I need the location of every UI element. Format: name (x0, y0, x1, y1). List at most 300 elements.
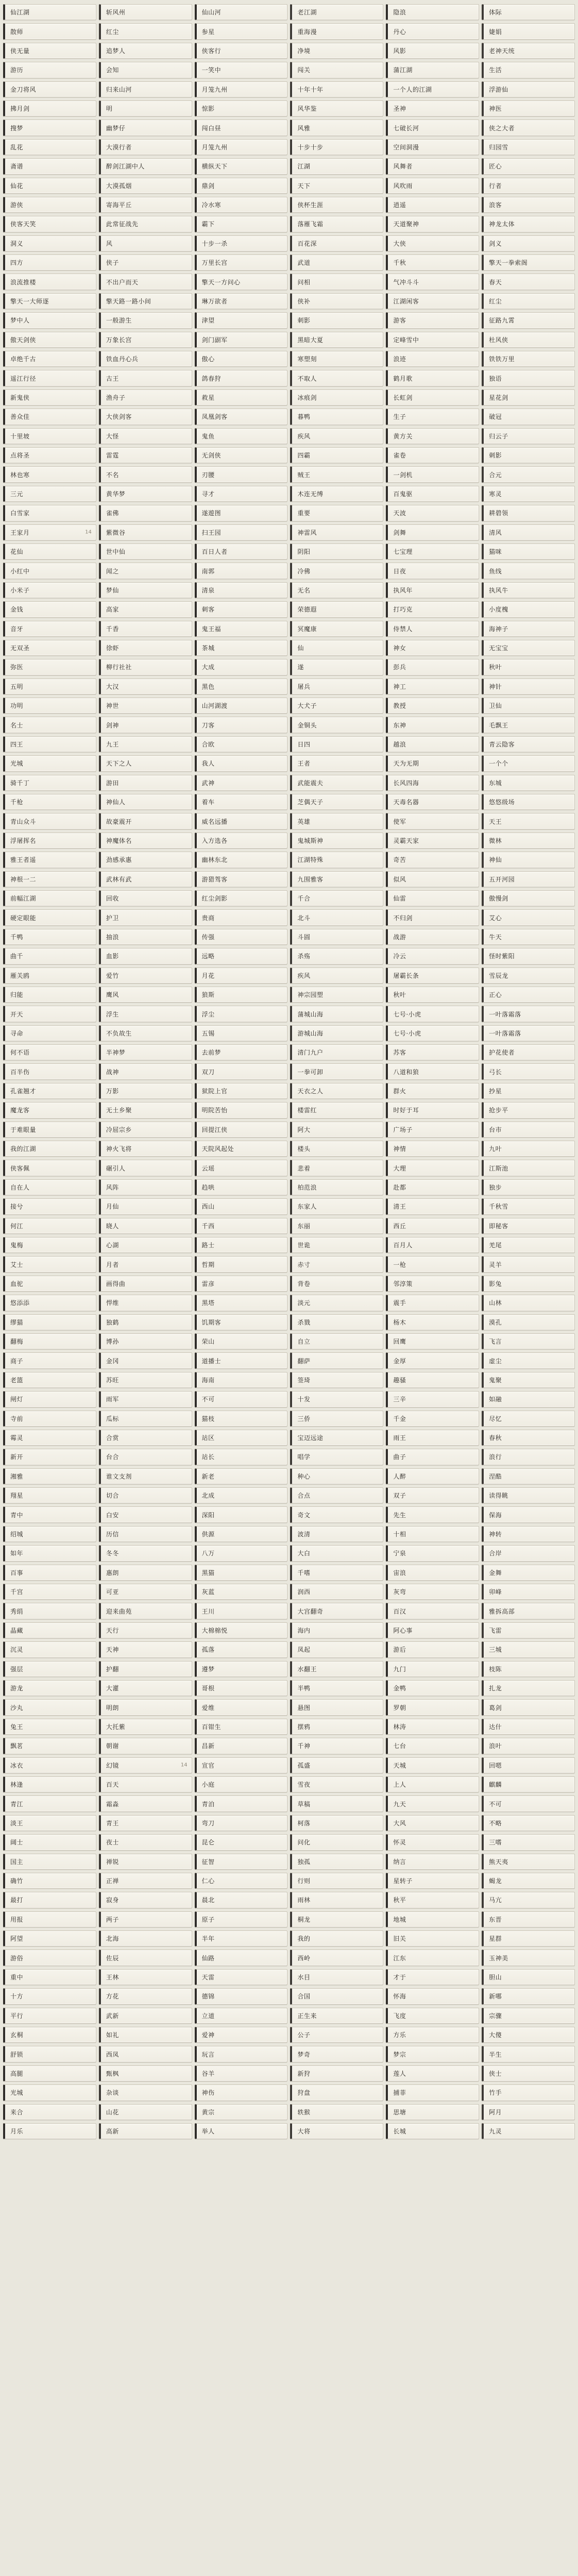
name-button[interactable] (386, 987, 479, 1003)
name-button[interactable] (195, 1160, 288, 1176)
name-button[interactable] (99, 621, 192, 637)
name-button[interactable] (386, 447, 479, 463)
name-button[interactable] (290, 582, 383, 598)
name-button[interactable] (195, 2046, 288, 2062)
name-button[interactable] (195, 466, 288, 482)
name-button[interactable] (99, 1063, 192, 1079)
name-button[interactable] (195, 1795, 288, 1811)
name-button[interactable] (3, 929, 96, 945)
name-button[interactable] (3, 428, 96, 444)
name-button[interactable] (290, 100, 383, 116)
name-button[interactable] (386, 197, 479, 213)
name-button[interactable] (99, 640, 192, 656)
name-button[interactable] (99, 1526, 192, 1542)
name-button[interactable] (3, 1160, 96, 1176)
name-button[interactable] (482, 389, 575, 405)
name-button[interactable] (386, 1834, 479, 1850)
name-button[interactable] (99, 1372, 192, 1388)
name-button[interactable] (99, 582, 192, 598)
name-button[interactable] (195, 679, 288, 694)
name-button[interactable] (195, 1526, 288, 1542)
name-button[interactable] (386, 1873, 479, 1889)
name-button[interactable] (290, 1468, 383, 1484)
name-button[interactable] (3, 4, 96, 20)
name-button[interactable] (290, 544, 383, 560)
name-button[interactable] (290, 1584, 383, 1600)
name-button[interactable] (99, 775, 192, 791)
name-button[interactable] (386, 235, 479, 251)
name-button[interactable] (99, 1044, 192, 1060)
name-button[interactable] (386, 1141, 479, 1157)
name-button[interactable] (482, 968, 575, 984)
name-button[interactable] (290, 1198, 383, 1214)
name-button[interactable] (3, 1776, 96, 1792)
name-button[interactable] (290, 293, 383, 309)
name-button[interactable] (290, 1854, 383, 1870)
name-button[interactable] (290, 1719, 383, 1735)
name-button[interactable] (386, 100, 479, 116)
name-button[interactable] (3, 736, 96, 752)
name-button[interactable] (195, 370, 288, 386)
name-button[interactable] (386, 1430, 479, 1446)
name-button[interactable] (99, 1757, 192, 1773)
name-button[interactable] (3, 1873, 96, 1889)
name-button[interactable] (3, 1487, 96, 1503)
name-button[interactable] (99, 1295, 192, 1311)
name-button[interactable] (482, 43, 575, 59)
name-button[interactable] (195, 1661, 288, 1677)
name-button[interactable] (290, 274, 383, 290)
name-button[interactable] (99, 1988, 192, 2004)
name-button[interactable] (482, 736, 575, 752)
name-button[interactable] (99, 255, 192, 270)
name-button[interactable] (290, 158, 383, 174)
name-button[interactable] (195, 158, 288, 174)
name-button[interactable] (195, 871, 288, 887)
name-button[interactable] (3, 81, 96, 97)
name-button[interactable] (195, 1738, 288, 1754)
name-button[interactable] (99, 948, 192, 964)
name-button[interactable] (99, 544, 192, 560)
name-button[interactable] (482, 524, 575, 540)
name-button[interactable] (99, 2008, 192, 2024)
name-button[interactable] (290, 871, 383, 887)
name-button[interactable] (3, 2104, 96, 2120)
name-button[interactable] (3, 1950, 96, 1965)
name-button[interactable] (290, 987, 383, 1003)
name-button[interactable] (482, 2104, 575, 2120)
name-button[interactable] (195, 1276, 288, 1292)
name-button[interactable] (195, 1950, 288, 1965)
name-button[interactable] (99, 1603, 192, 1619)
name-button[interactable] (386, 871, 479, 887)
name-button[interactable] (290, 428, 383, 444)
name-button[interactable] (482, 1372, 575, 1388)
name-button[interactable] (482, 1237, 575, 1253)
name-button[interactable] (290, 1063, 383, 1079)
name-button[interactable] (3, 1198, 96, 1214)
name-button[interactable] (482, 120, 575, 135)
name-button[interactable] (482, 466, 575, 482)
name-button[interactable] (482, 1565, 575, 1581)
name-button[interactable] (195, 948, 288, 964)
name-button[interactable] (195, 351, 288, 367)
name-button[interactable] (290, 909, 383, 925)
name-button[interactable] (3, 1352, 96, 1368)
name-button[interactable] (3, 1815, 96, 1831)
name-button[interactable] (99, 332, 192, 348)
name-button[interactable] (482, 1141, 575, 1157)
name-button[interactable] (386, 1641, 479, 1657)
name-button[interactable] (290, 4, 383, 20)
name-button[interactable] (386, 1584, 479, 1600)
name-button[interactable] (99, 524, 192, 540)
name-button[interactable] (3, 1506, 96, 1522)
name-button[interactable] (386, 1063, 479, 1079)
name-button[interactable] (386, 505, 479, 521)
name-button[interactable] (386, 1545, 479, 1561)
name-button[interactable] (195, 1256, 288, 1272)
name-button[interactable] (99, 1719, 192, 1735)
name-button[interactable] (386, 1468, 479, 1484)
name-button[interactable] (482, 1854, 575, 1870)
name-button[interactable] (195, 2065, 288, 2081)
name-button[interactable] (290, 2065, 383, 2081)
name-button[interactable] (290, 1661, 383, 1677)
name-button[interactable] (3, 794, 96, 810)
name-button[interactable] (3, 197, 96, 213)
name-button[interactable] (99, 1892, 192, 1908)
name-button[interactable] (290, 1603, 383, 1619)
name-button[interactable] (290, 2104, 383, 2120)
name-button[interactable] (290, 1680, 383, 1696)
name-button[interactable] (386, 1333, 479, 1349)
name-button[interactable] (290, 890, 383, 906)
name-button[interactable] (3, 2065, 96, 2081)
name-button[interactable] (290, 1314, 383, 1330)
name-button[interactable] (99, 1122, 192, 1138)
name-button[interactable] (290, 1295, 383, 1311)
name-button[interactable] (99, 62, 192, 78)
name-button[interactable] (290, 929, 383, 945)
name-button[interactable] (386, 833, 479, 849)
name-button[interactable] (482, 1411, 575, 1427)
name-button[interactable] (482, 1873, 575, 1889)
name-button[interactable] (3, 43, 96, 59)
name-button[interactable] (386, 1256, 479, 1272)
name-button[interactable] (3, 158, 96, 174)
name-button[interactable] (3, 447, 96, 463)
name-button[interactable] (290, 409, 383, 425)
name-button[interactable] (195, 2008, 288, 2024)
name-button[interactable] (3, 1391, 96, 1407)
name-button[interactable] (195, 1083, 288, 1099)
name-button[interactable] (290, 1776, 383, 1792)
name-button[interactable] (99, 4, 192, 20)
name-button[interactable] (99, 1506, 192, 1522)
name-button[interactable] (482, 2065, 575, 2081)
name-button[interactable] (99, 389, 192, 405)
name-button[interactable] (3, 1295, 96, 1311)
name-button[interactable] (99, 139, 192, 155)
name-button[interactable] (290, 1411, 383, 1427)
name-button[interactable] (3, 332, 96, 348)
name-button[interactable] (482, 1083, 575, 1099)
name-button[interactable] (290, 120, 383, 135)
name-button[interactable] (386, 1565, 479, 1581)
name-button[interactable] (3, 1988, 96, 2004)
name-button[interactable] (195, 1506, 288, 1522)
name-button[interactable] (3, 1603, 96, 1619)
name-button[interactable] (482, 1256, 575, 1272)
name-button[interactable] (3, 1795, 96, 1811)
name-button[interactable] (482, 81, 575, 97)
name-button[interactable] (482, 139, 575, 155)
name-button[interactable] (3, 1680, 96, 1696)
name-button[interactable] (482, 909, 575, 925)
name-button[interactable] (3, 274, 96, 290)
name-button[interactable] (195, 1834, 288, 1850)
name-button[interactable] (195, 1295, 288, 1311)
name-button[interactable] (3, 370, 96, 386)
name-button[interactable] (290, 1622, 383, 1638)
name-button[interactable] (3, 1738, 96, 1754)
name-button[interactable] (290, 1950, 383, 1965)
name-button[interactable] (99, 1449, 192, 1465)
name-button[interactable] (386, 139, 479, 155)
name-button[interactable] (99, 1776, 192, 1792)
name-button[interactable] (3, 871, 96, 887)
name-button[interactable] (3, 621, 96, 637)
name-button[interactable] (3, 1449, 96, 1465)
name-button[interactable] (99, 2104, 192, 2120)
name-button[interactable] (3, 1969, 96, 1985)
name-button[interactable] (482, 1333, 575, 1349)
name-button[interactable] (482, 2008, 575, 2024)
name-button[interactable] (99, 890, 192, 906)
name-button[interactable] (386, 794, 479, 810)
name-button[interactable] (290, 948, 383, 964)
name-button[interactable] (386, 1892, 479, 1908)
name-button[interactable] (99, 178, 192, 194)
name-button[interactable] (99, 1333, 192, 1349)
name-button[interactable] (195, 1006, 288, 1022)
name-button[interactable] (99, 852, 192, 868)
name-button[interactable] (386, 659, 479, 675)
name-button[interactable] (290, 370, 383, 386)
name-button[interactable] (290, 1526, 383, 1542)
name-button[interactable] (290, 1102, 383, 1118)
name-button[interactable] (3, 1641, 96, 1657)
name-button[interactable] (290, 216, 383, 232)
name-button[interactable] (482, 1468, 575, 1484)
name-button[interactable] (3, 852, 96, 868)
name-button[interactable] (482, 1044, 575, 1060)
name-button[interactable] (482, 1449, 575, 1465)
name-button[interactable] (99, 274, 192, 290)
name-button[interactable] (386, 351, 479, 367)
name-button[interactable] (482, 158, 575, 174)
name-button[interactable] (482, 1545, 575, 1561)
name-button[interactable] (195, 1930, 288, 1946)
name-button[interactable] (99, 1083, 192, 1099)
name-button[interactable] (386, 2027, 479, 2043)
name-button[interactable] (290, 447, 383, 463)
name-button[interactable] (3, 833, 96, 849)
name-button[interactable] (386, 23, 479, 39)
name-button[interactable] (99, 755, 192, 771)
name-button[interactable] (195, 1141, 288, 1157)
name-button[interactable] (99, 81, 192, 97)
name-button[interactable] (99, 871, 192, 887)
name-button[interactable] (386, 852, 479, 868)
name-button[interactable] (195, 1545, 288, 1561)
name-button[interactable] (482, 1950, 575, 1965)
name-button[interactable] (3, 1218, 96, 1234)
name-button[interactable] (482, 794, 575, 810)
name-button[interactable] (99, 216, 192, 232)
name-button[interactable] (482, 1391, 575, 1407)
name-button[interactable] (482, 601, 575, 617)
name-button[interactable] (99, 1256, 192, 1272)
name-button[interactable] (195, 409, 288, 425)
name-button[interactable] (386, 1198, 479, 1214)
name-button[interactable] (386, 158, 479, 174)
name-button[interactable] (195, 968, 288, 984)
name-button[interactable] (195, 563, 288, 579)
name-button[interactable] (386, 1083, 479, 1099)
name-button[interactable] (290, 1352, 383, 1368)
name-button[interactable] (290, 679, 383, 694)
name-button[interactable] (386, 1411, 479, 1427)
name-button[interactable] (386, 2084, 479, 2100)
name-button[interactable] (386, 1911, 479, 1927)
name-button[interactable] (290, 1025, 383, 1041)
name-button[interactable] (3, 139, 96, 155)
name-button[interactable] (195, 1411, 288, 1427)
name-button[interactable] (99, 447, 192, 463)
name-button[interactable] (99, 1584, 192, 1600)
name-button[interactable] (482, 1160, 575, 1176)
name-button[interactable] (195, 1699, 288, 1715)
name-button[interactable] (99, 1179, 192, 1195)
name-button[interactable] (3, 755, 96, 771)
name-button[interactable] (482, 1680, 575, 1696)
name-button[interactable] (195, 81, 288, 97)
name-button[interactable] (386, 332, 479, 348)
name-button[interactable] (195, 640, 288, 656)
name-button[interactable] (3, 640, 96, 656)
name-button[interactable] (482, 4, 575, 20)
name-button[interactable] (3, 1699, 96, 1715)
name-button[interactable] (386, 1854, 479, 1870)
name-button[interactable] (195, 197, 288, 213)
name-button[interactable] (99, 1198, 192, 1214)
name-button[interactable] (482, 332, 575, 348)
name-button[interactable] (99, 601, 192, 617)
name-button[interactable] (99, 909, 192, 925)
name-button[interactable] (386, 1352, 479, 1368)
name-button[interactable] (290, 1795, 383, 1811)
name-button[interactable] (195, 1911, 288, 1927)
name-button[interactable] (290, 312, 383, 328)
name-button[interactable] (3, 255, 96, 270)
name-button[interactable] (386, 1950, 479, 1965)
name-button[interactable] (195, 274, 288, 290)
name-button[interactable] (482, 698, 575, 714)
name-button[interactable] (290, 1430, 383, 1446)
name-button[interactable] (99, 1545, 192, 1561)
name-button[interactable] (482, 1584, 575, 1600)
name-button[interactable] (99, 968, 192, 984)
name-button[interactable] (3, 2027, 96, 2043)
name-button[interactable] (386, 1449, 479, 1465)
name-button[interactable] (3, 2008, 96, 2024)
name-button[interactable] (290, 505, 383, 521)
name-button[interactable] (99, 158, 192, 174)
name-button[interactable] (482, 1795, 575, 1811)
name-button[interactable] (290, 139, 383, 155)
name-button[interactable] (386, 216, 479, 232)
name-button[interactable] (99, 120, 192, 135)
name-button[interactable] (386, 948, 479, 964)
name-button[interactable] (99, 466, 192, 482)
name-button[interactable] (482, 1314, 575, 1330)
name-button[interactable] (99, 1391, 192, 1407)
name-button[interactable] (195, 1873, 288, 1889)
name-button[interactable] (290, 601, 383, 617)
name-button[interactable] (386, 1506, 479, 1522)
name-button[interactable] (290, 2084, 383, 2100)
name-button[interactable] (482, 987, 575, 1003)
name-button[interactable] (99, 1237, 192, 1253)
name-button[interactable] (482, 1603, 575, 1619)
name-button[interactable] (99, 1025, 192, 1041)
name-button[interactable] (3, 1622, 96, 1638)
name-button[interactable] (195, 1314, 288, 1330)
name-button[interactable] (195, 833, 288, 849)
name-button[interactable] (386, 775, 479, 791)
name-button[interactable] (482, 274, 575, 290)
name-button[interactable] (386, 312, 479, 328)
name-button[interactable] (99, 1834, 192, 1850)
name-button[interactable] (482, 1699, 575, 1715)
name-button[interactable] (386, 1295, 479, 1311)
name-button[interactable] (3, 1063, 96, 1079)
name-button[interactable] (482, 293, 575, 309)
name-button[interactable] (482, 1025, 575, 1041)
name-button[interactable] (195, 1854, 288, 1870)
name-button[interactable] (386, 1757, 479, 1773)
name-button[interactable] (99, 1411, 192, 1427)
name-button[interactable] (99, 833, 192, 849)
name-button[interactable] (290, 736, 383, 752)
name-button[interactable] (3, 717, 96, 733)
name-button[interactable] (195, 621, 288, 637)
name-button[interactable] (3, 178, 96, 194)
name-button[interactable] (290, 332, 383, 348)
name-button[interactable] (99, 1738, 192, 1754)
name-button[interactable] (290, 1333, 383, 1349)
name-button[interactable] (195, 1969, 288, 1985)
name-button[interactable] (3, 235, 96, 251)
name-button[interactable] (482, 216, 575, 232)
name-button[interactable] (3, 968, 96, 984)
name-button[interactable] (290, 1179, 383, 1195)
name-button[interactable] (195, 312, 288, 328)
name-button[interactable] (386, 1795, 479, 1811)
name-button[interactable] (290, 1699, 383, 1715)
